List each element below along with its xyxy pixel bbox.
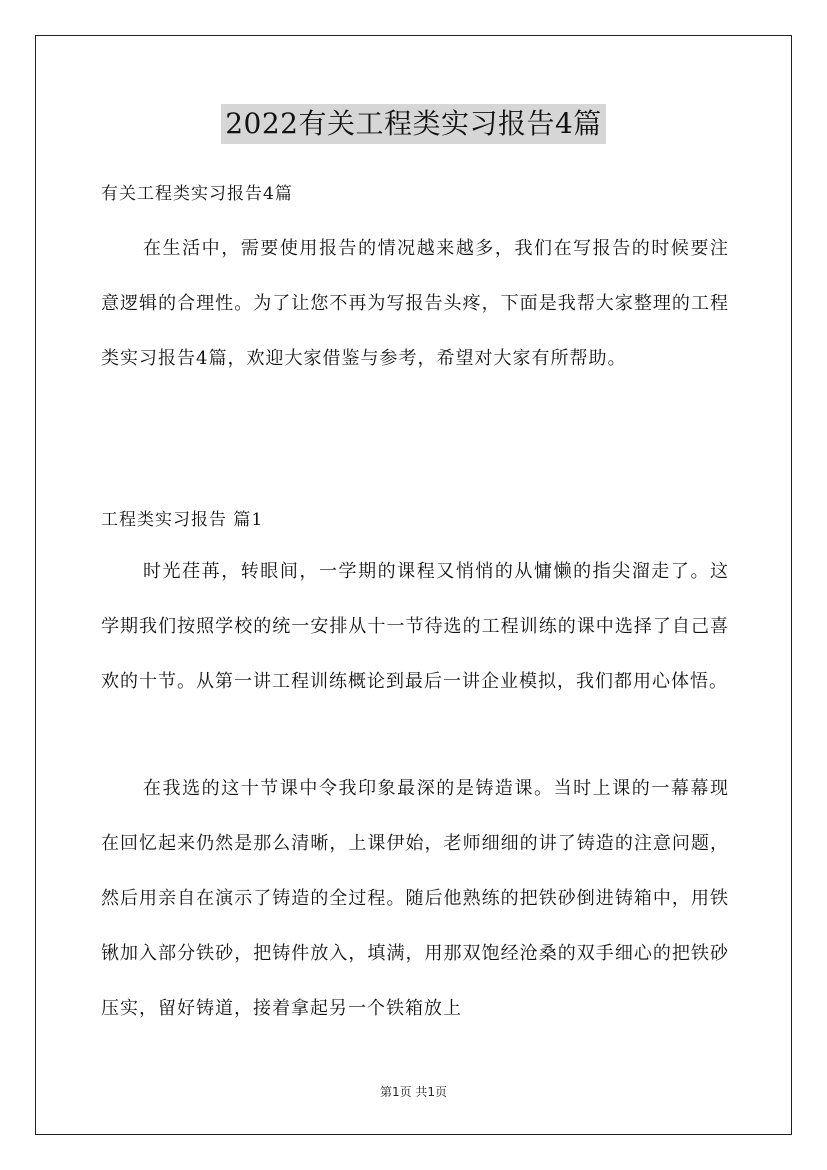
- intro-paragraph: 在生活中，需要使用报告的情况越来越多，我们在写报告的时候要注意逻辑的合理性。为了让您不再为写报告头疼，下面是我帮大家整理的工程类实习报告4篇，欢迎大家借鉴与参考，希望对大家有所帮助。: [101, 238, 729, 369]
- section-1-paragraph-1: 时光荏苒，转眼间，一学期的课程又悄悄的从慵懒的指尖溜走了。这学期我们按照学校的统一安排从十一节待选的工程训练的课中选择了自己喜欢的十节。从第一讲工程训练概论到最后一讲企业模拟，我们都用心体悟。: [101, 561, 729, 692]
- section-1-heading: 工程类实习报告 篇1: [101, 510, 264, 530]
- document-title: [0, 104, 827, 144]
- document-subtitle: 有关工程类实习报告4篇: [101, 184, 293, 204]
- document-title-text: 2022有关工程类实习报告4篇: [221, 104, 606, 144]
- section-1-paragraph-2: 在我选的这十节课中令我印象最深的是铸造课。当时上课的一幕幕现在回忆起来仍然是那么清晰，上课伊始，老师细细的讲了铸造的注意问题，然后用亲自在演示了铸造的全过程。随后他熟练的把铁砂倒进铸箱中，用铁锹加入部分铁砂，把铸件放入，填满，用那双饱经沧桑的双手细心的把铁砂压实，留好铸道，接着拿起另一个铁箱放上: [101, 778, 729, 1019]
- page-footer: [0, 1083, 827, 1100]
- page-number-label: 第1页 共1页: [379, 1085, 448, 1099]
